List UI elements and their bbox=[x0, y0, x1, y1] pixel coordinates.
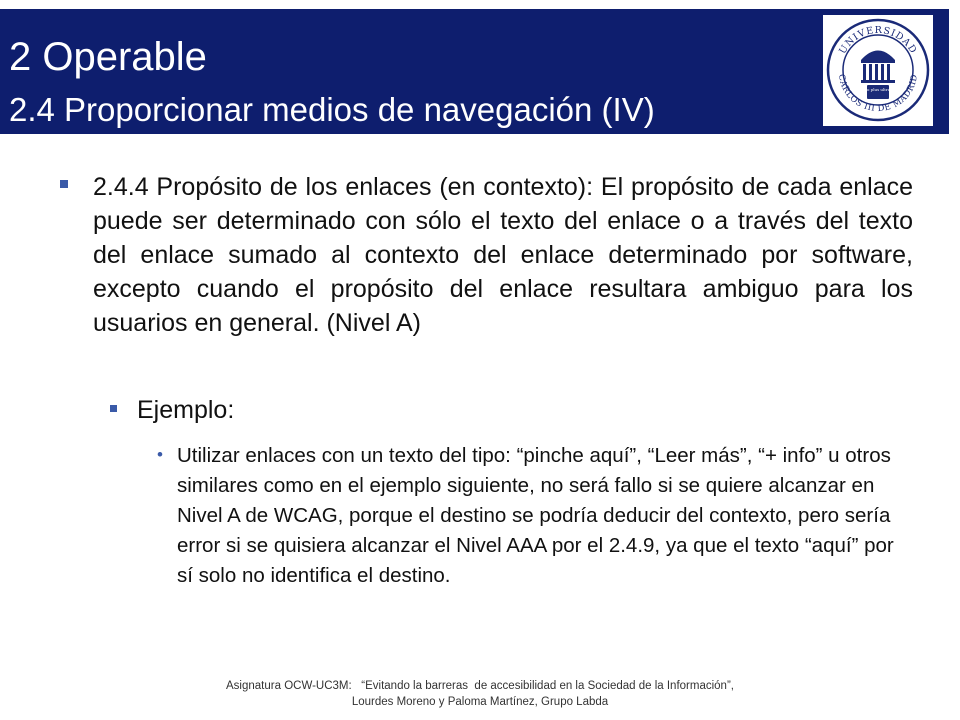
bullet-level3-text: Utilizar enlaces con un texto del tipo: “pinche aquí”, “Leer más”, “+ info” u otros similares como en el ejemplo siguiente, no será fallo si se quiere alcanzar en Nivel A de WCAG, porque el destino se podría deducir del contexto, pero sería error si se quisiera alcanzar el Nivel AAA por el 2.4.9, ya que el texto “aquí” por sí solo no identifica el destino. bbox=[177, 444, 894, 587]
bullet-level2-text: Ejemplo: bbox=[137, 396, 235, 424]
logo-text-top: UNIVERSIDAD bbox=[837, 24, 919, 57]
slide-title: 2 Operable bbox=[9, 35, 207, 79]
slide-subtitle: 2.4 Proporcionar medios de navegación (IV) bbox=[9, 91, 655, 128]
footer bbox=[0, 678, 960, 710]
dot-bullet-icon: • bbox=[157, 445, 163, 464]
logo-text-bottom: CARLOS III DE MADRID bbox=[835, 73, 921, 115]
square-bullet-icon bbox=[110, 405, 117, 412]
footer-line1: Asignatura OCW-UC3M: “Evitando la barreras de accesibilidad en la Sociedad de la Información”, bbox=[226, 680, 734, 692]
footer-line2: Lourdes Moreno y Paloma Martínez, Grupo Labda bbox=[351, 696, 609, 708]
logo-motto: homo plus ultra res bbox=[858, 87, 898, 92]
square-bullet-icon bbox=[60, 180, 68, 188]
bullet-level1-text: 2.4.4 Propósito de los enlaces (en contexto): El propósito de cada enlace puede ser determinado con sólo el texto del enlace o a través del texto del enlace sumado al contexto del enlace determinado por software, excepto cuando el propósito del enlace resultara ambiguo para los usuarios en general. (Nivel A) bbox=[93, 173, 913, 337]
